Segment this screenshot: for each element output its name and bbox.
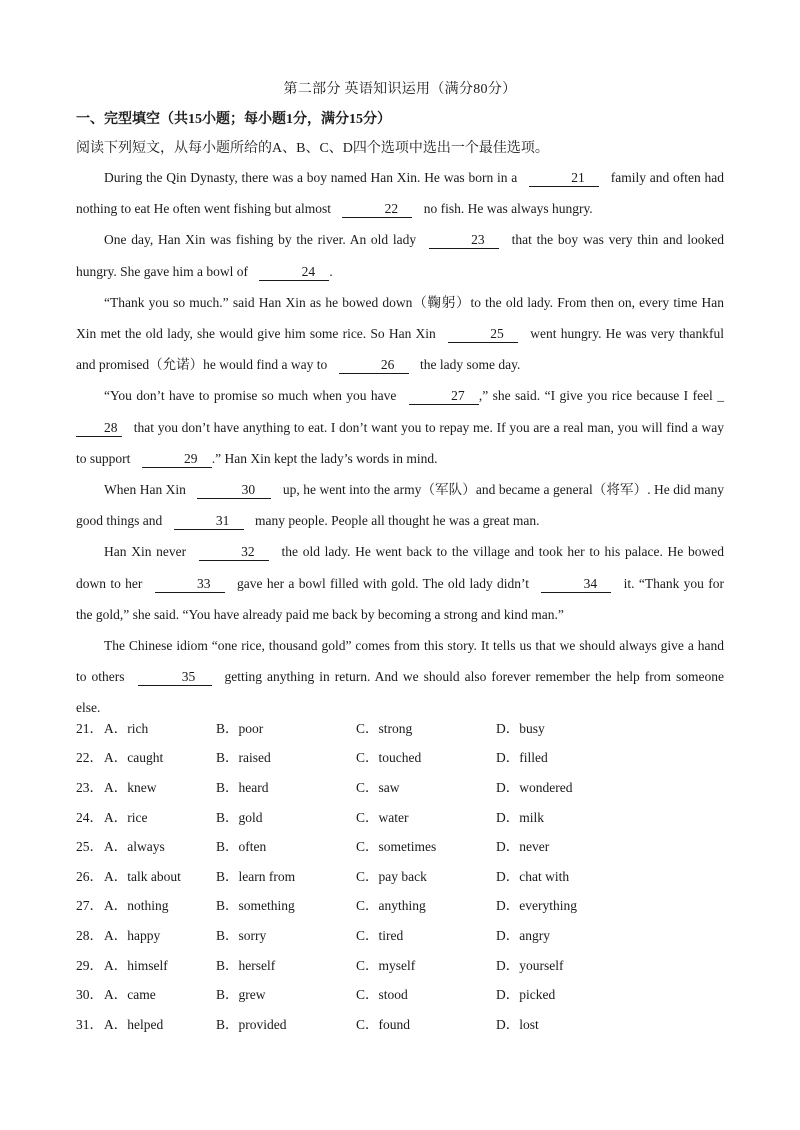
passage-text: up, he went into the army（军队）and became a general（将军）. He did many good things and — [76, 482, 724, 529]
blank-26: 26 — [339, 357, 409, 374]
option-d: D．chat with — [496, 868, 570, 884]
blank-29: 29 — [142, 451, 212, 468]
passage-text: went hungry. He was very thankful and promised（允诺）he would find a way to — [76, 326, 724, 373]
passage-text: Han Xin never — [104, 544, 191, 560]
option-b: B．raised — [216, 750, 271, 766]
option-c: C．anything — [356, 898, 426, 914]
passage-text: getting anything in return. And we should also forever remember the help from someone else. — [76, 669, 724, 716]
option-c: C．myself — [356, 957, 416, 973]
option-c: C．strong — [356, 720, 413, 736]
blank-33: 33 — [155, 576, 225, 593]
option-c: C．saw — [356, 779, 400, 795]
blank-25: 25 — [448, 326, 518, 343]
passage-text: family and often had nothing to eat He often went fishing but almost — [76, 170, 724, 217]
question-number: 21． — [76, 720, 103, 736]
question-list — [76, 712, 724, 1038]
question-number: 25． — [76, 839, 103, 855]
blank-31: 31 — [174, 513, 244, 530]
option-c: C．stood — [356, 987, 408, 1003]
passage-paragraph-5 — [76, 474, 724, 536]
question-row — [76, 712, 724, 742]
option-a: A．happy — [104, 927, 161, 943]
blank-32: 32 — [199, 544, 269, 561]
passage-paragraph-4 — [76, 380, 724, 474]
passage-text: ,” she said. “I give you rice because I feel _ — [478, 388, 724, 404]
option-a: A．caught — [104, 750, 164, 766]
passage-text: .” Han Xin kept the lady’s words in mind. — [211, 450, 438, 466]
option-c: C．tired — [356, 927, 404, 943]
passage-text: the lady some day. — [416, 357, 521, 373]
question-number: 28． — [76, 927, 103, 943]
option-d: D．everything — [496, 898, 577, 914]
option-d: D．filled — [496, 750, 548, 766]
blank-23: 23 — [429, 232, 499, 249]
option-d: D．lost — [496, 1016, 539, 1032]
question-row — [76, 978, 724, 1008]
instruction-text: 阅读下列短文，从每小题所给的A、B、C、D四个选项中选出一个最佳选项。 — [76, 141, 549, 156]
question-number: 31． — [76, 1016, 103, 1032]
option-a: A．helped — [104, 1016, 164, 1032]
question-row — [76, 801, 724, 831]
question-number: 29． — [76, 957, 103, 973]
question-number: 22． — [76, 750, 103, 766]
option-d: D．never — [496, 839, 550, 855]
option-a: A．knew — [104, 779, 157, 795]
option-b: B．learn from — [216, 868, 296, 884]
blank-34: 34 — [541, 576, 611, 593]
question-row — [76, 949, 724, 979]
option-c: C．water — [356, 809, 409, 825]
option-b: B．something — [216, 898, 295, 914]
question-row — [76, 919, 724, 949]
question-number: 24． — [76, 809, 103, 825]
question-row — [76, 860, 724, 890]
passage-paragraph-1 — [76, 162, 724, 224]
passage-text: During the Qin Dynasty, there was a boy named Han Xin. He was born in a — [104, 170, 521, 185]
passage-paragraph-7 — [76, 630, 724, 724]
question-number: 26． — [76, 868, 103, 884]
question-number: 23． — [76, 779, 103, 795]
option-c: C．pay back — [356, 868, 427, 884]
option-a: A．himself — [104, 957, 168, 973]
option-a: A．talk about — [104, 868, 181, 884]
option-c: C．found — [356, 1016, 410, 1032]
blank-30: 30 — [197, 482, 271, 499]
option-b: B．grew — [216, 987, 266, 1003]
option-d: D．busy — [496, 720, 545, 736]
blank-21: 21 — [529, 170, 599, 187]
option-b: B．gold — [216, 809, 263, 825]
passage-text: The Chinese idiom “one rice, thousand gold” comes from this story. It tells us that we should always give a hand to others — [76, 638, 724, 685]
passage-text: . — [329, 263, 333, 279]
blank-24: 24 — [259, 264, 329, 281]
option-b: B．herself — [216, 957, 276, 973]
passage-paragraph-2 — [76, 224, 724, 286]
passage-text: When Han Xin — [104, 482, 190, 498]
passage-text: that the boy was very thin and looked hungry. She gave him a bowl of — [76, 232, 724, 279]
question-row — [76, 890, 724, 920]
blank-22: 22 — [342, 201, 412, 218]
option-a: A．nothing — [104, 898, 169, 914]
passage-text: One day, Han Xin was fishing by the river. An old lady — [104, 232, 421, 248]
passage-paragraph-6 — [76, 536, 724, 630]
passage-text: “Thank you so much.” said Han Xin as he bowed down（鞠躬）to the old lady. From then on, every time Han Xin met the old lady, she would give him some rice. So Han Xin — [76, 294, 724, 342]
question-row — [76, 742, 724, 772]
option-b: B．sorry — [216, 927, 267, 943]
option-d: D．picked — [496, 987, 556, 1003]
passage-text: “You don’t have to promise so much when you have — [104, 388, 401, 404]
option-a: A．rich — [104, 720, 149, 736]
option-b: B．provided — [216, 1016, 287, 1032]
option-b: B．often — [216, 839, 267, 855]
option-c: C．touched — [356, 750, 422, 766]
passage-text: it. “Thank you for the gold,” she said. “You have already paid me back by becoming a strong and kind man.” — [76, 575, 724, 622]
blank-28: 28 — [76, 420, 122, 437]
part-title: 第二部分 英语知识运用（满分80分） — [283, 82, 517, 97]
question-row — [76, 771, 724, 801]
passage-text: no fish. He was always hungry. — [420, 201, 593, 217]
passage-text: gave her a bowl filled with gold. The old lady didn’t — [232, 575, 534, 591]
passage-text: that you don’t have anything to eat. I don’t want you to repay me. If you are a real man, you will find a way to support — [76, 419, 724, 466]
passage-text: the old lady. He went back to the village and took her to his palace. He bowed down to her — [76, 544, 724, 591]
blank-35: 35 — [138, 669, 212, 686]
option-c: C．sometimes — [356, 839, 437, 855]
question-number: 30． — [76, 987, 103, 1003]
cloze-passage — [76, 162, 724, 724]
option-b: B．poor — [216, 720, 264, 736]
section-title: 一、完型填空（共15小题；每小题1分，满分15分） — [76, 112, 391, 127]
option-b: B．heard — [216, 779, 269, 795]
passage-text: many people. People all thought he was a great man. — [251, 513, 540, 529]
option-a: A．rice — [104, 809, 148, 825]
option-a: A．always — [104, 839, 165, 855]
question-row — [76, 830, 724, 860]
option-d: D．yourself — [496, 957, 564, 973]
question-row — [76, 1008, 724, 1038]
blank-27: 27 — [409, 388, 479, 405]
option-a: A．came — [104, 987, 156, 1003]
option-d: D．milk — [496, 809, 545, 825]
option-d: D．angry — [496, 927, 550, 943]
option-d: D．wondered — [496, 779, 573, 795]
question-number: 27． — [76, 898, 103, 914]
passage-paragraph-3 — [76, 287, 724, 381]
